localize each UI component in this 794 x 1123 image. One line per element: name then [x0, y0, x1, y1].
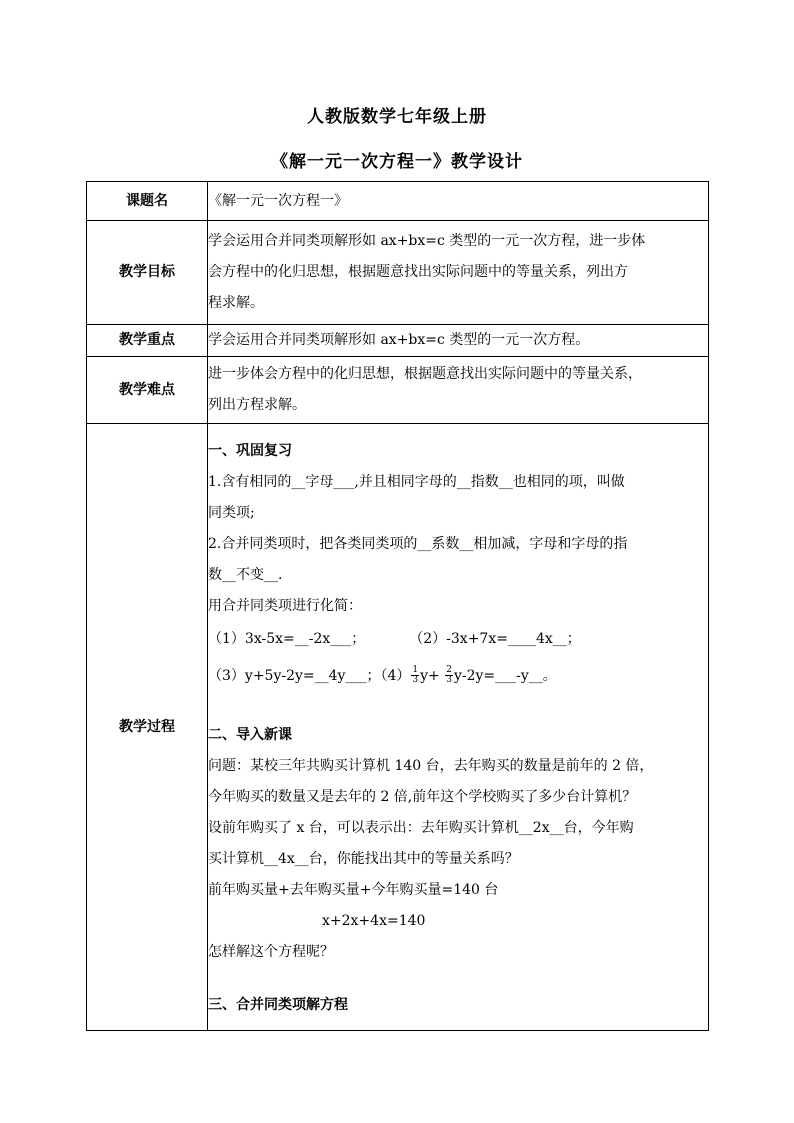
- table-row-topic: [87, 182, 709, 221]
- intro-line: 今年购买的数量又是去年的 2 倍,前年这个学校购买了多少台计算机？: [208, 788, 637, 805]
- question-line: 怎样解这个方程呢？: [208, 943, 334, 960]
- goal-line: 会方程中的化归思想，根据题意找出实际问题中的等量关系，列出方: [208, 264, 628, 280]
- exercise-1: （1）3x-5x=__-2x___；: [208, 630, 366, 647]
- equation: x+2x+4x=140: [322, 912, 426, 929]
- exercise-2: （2）-3x+7x=____4x__；: [409, 630, 581, 647]
- goal-content: [208, 221, 709, 325]
- intro-line: 买计算机__4x__台，你能找出其中的等量关系吗？: [208, 850, 519, 867]
- row-label-difficulty: 教学难点: [87, 357, 208, 424]
- lesson-plan-table: [86, 181, 709, 1031]
- document-subtitle: 《解一元一次方程一》教学设计: [271, 152, 523, 172]
- intro-line: 前年购买量+去年购买量+今年购买量=140 台: [208, 881, 499, 898]
- row-label-goal: 教学目标: [87, 221, 208, 325]
- goal-line: 学会运用合并同类项解形如 ax+bx=c 类型的一元一次方程，进一步体: [208, 233, 646, 249]
- difficulty-line: 进一步体会方程中的化归思想，根据题意找出实际问题中的等量关系，: [208, 366, 642, 382]
- review-line: 同类项;: [208, 504, 255, 521]
- fraction-two-thirds: $\frac{2}{3}$: [446, 665, 452, 685]
- table-row-process: [87, 424, 709, 1031]
- table-row-difficulty: [87, 357, 709, 424]
- section-heading: 二、导入新课: [208, 726, 292, 743]
- table-row-key: [87, 325, 709, 357]
- review-line: 数__不变__.: [208, 566, 283, 583]
- document-title: 人教版数学七年级上册: [307, 107, 487, 127]
- section-heading: 一、巩固复习: [208, 442, 292, 459]
- review-line: 用合并同类项进行化简：: [208, 597, 362, 614]
- intro-line: 问题：某校三年共购买计算机 140 台，去年购买的数量是前年的 2 倍，: [208, 757, 654, 774]
- table-row-goal: [87, 221, 709, 325]
- exercise-3: （3）y+5y-2y=__4y___；（4）: [208, 667, 411, 684]
- exercise-line: [208, 624, 708, 655]
- review-line: 2.合并同类项时，把各类同类项的__系数__相加减，字母和字母的指: [208, 535, 628, 552]
- row-label-process: 教学过程: [87, 424, 208, 1031]
- row-label-topic: 课题名: [87, 182, 208, 221]
- intro-line: 设前年购买了 x 台，可以表示出：去年购买计算机__2x__台，今年购: [208, 819, 634, 836]
- goal-line: 程求解。: [208, 295, 264, 311]
- exercise-4-mid: y+: [420, 667, 440, 684]
- difficulty-line: 列出方程求解。: [208, 397, 306, 413]
- exercise-line: [208, 661, 708, 692]
- row-label-key: 教学重点: [87, 325, 208, 357]
- key-value: 学会运用合并同类项解形如 ax+bx=c 类型的一元一次方程。: [208, 325, 709, 357]
- fraction-one-third: $\frac{1}{3}$: [412, 665, 419, 685]
- process-content: [208, 424, 709, 1031]
- topic-value: 《解一元一次方程一》: [208, 182, 709, 221]
- difficulty-content: [208, 357, 709, 424]
- exercise-4-end: y-2y=___-y__。: [453, 667, 557, 684]
- review-line: 1.含有相同的__字母___,并且相同字母的__指数__也相同的项，叫做: [208, 473, 625, 490]
- section-heading: 三、合并同类项解方程: [208, 996, 348, 1013]
